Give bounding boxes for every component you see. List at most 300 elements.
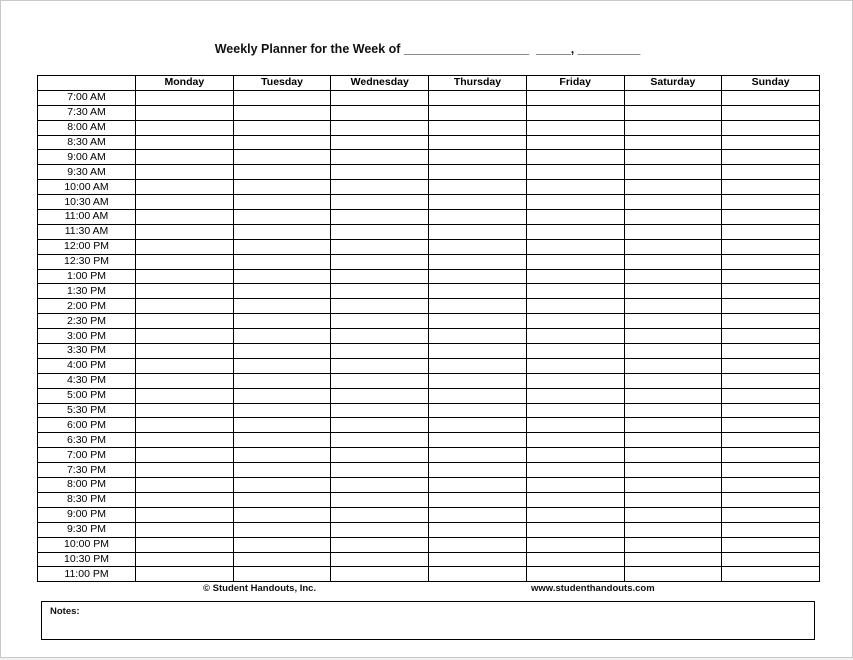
slot-cell-tuesday[interactable] [233, 522, 331, 537]
slot-cell-tuesday[interactable] [233, 195, 331, 210]
slot-cell-wednesday[interactable] [331, 552, 429, 567]
table-row [38, 299, 820, 314]
slot-cell-monday[interactable] [136, 344, 234, 359]
slot-cell-wednesday[interactable] [331, 239, 429, 254]
slot-cell-monday[interactable] [136, 567, 234, 582]
slot-cell-saturday[interactable] [624, 105, 722, 120]
table-row [38, 90, 820, 105]
notes-label: Notes: [50, 606, 80, 617]
slot-cell-tuesday[interactable] [233, 463, 331, 478]
day-header-monday: Monday [136, 76, 234, 91]
slot-cell-monday[interactable] [136, 150, 234, 165]
table-row [38, 358, 820, 373]
slot-cell-tuesday[interactable] [233, 478, 331, 493]
slot-cell-sunday[interactable] [722, 135, 820, 150]
slot-cell-tuesday[interactable] [233, 269, 331, 284]
slot-cell-monday[interactable] [136, 448, 234, 463]
slot-cell-tuesday[interactable] [233, 120, 331, 135]
slot-cell-friday[interactable] [526, 210, 624, 225]
time-label: 9:00 AM [38, 150, 136, 165]
slot-cell-wednesday[interactable] [331, 180, 429, 195]
time-label: 12:30 PM [38, 254, 136, 269]
slot-cell-tuesday[interactable] [233, 314, 331, 329]
slot-cell-sunday[interactable] [722, 120, 820, 135]
slot-cell-tuesday[interactable] [233, 507, 331, 522]
slot-cell-monday[interactable] [136, 418, 234, 433]
slot-cell-friday[interactable] [526, 567, 624, 582]
slot-cell-tuesday[interactable] [233, 537, 331, 552]
slot-cell-friday[interactable] [526, 433, 624, 448]
slot-cell-sunday[interactable] [722, 314, 820, 329]
slot-cell-thursday[interactable] [429, 463, 527, 478]
slot-cell-monday[interactable] [136, 180, 234, 195]
slot-cell-saturday[interactable] [624, 507, 722, 522]
slot-cell-tuesday[interactable] [233, 329, 331, 344]
slot-cell-wednesday[interactable] [331, 120, 429, 135]
slot-cell-monday[interactable] [136, 269, 234, 284]
slot-cell-thursday[interactable] [429, 492, 527, 507]
slot-cell-monday[interactable] [136, 90, 234, 105]
table-row [38, 463, 820, 478]
time-label: 12:00 PM [38, 239, 136, 254]
slot-cell-sunday[interactable] [722, 150, 820, 165]
slot-cell-wednesday[interactable] [331, 195, 429, 210]
slot-cell-monday[interactable] [136, 224, 234, 239]
slot-cell-sunday[interactable] [722, 299, 820, 314]
slot-cell-wednesday[interactable] [331, 463, 429, 478]
time-label: 9:30 PM [38, 522, 136, 537]
slot-cell-saturday[interactable] [624, 418, 722, 433]
day-header-friday: Friday [526, 76, 624, 91]
time-label: 1:30 PM [38, 284, 136, 299]
slot-cell-sunday[interactable] [722, 388, 820, 403]
slot-cell-thursday[interactable] [429, 254, 527, 269]
time-label: 9:30 AM [38, 165, 136, 180]
slot-cell-saturday[interactable] [624, 135, 722, 150]
slot-cell-saturday[interactable] [624, 388, 722, 403]
slot-cell-monday[interactable] [136, 358, 234, 373]
slot-cell-wednesday[interactable] [331, 492, 429, 507]
time-label: 2:30 PM [38, 314, 136, 329]
day-header-saturday: Saturday [624, 76, 722, 91]
slot-cell-friday[interactable] [526, 239, 624, 254]
slot-cell-saturday[interactable] [624, 224, 722, 239]
slot-cell-saturday[interactable] [624, 567, 722, 582]
table-row [38, 344, 820, 359]
slot-cell-wednesday[interactable] [331, 522, 429, 537]
slot-cell-friday[interactable] [526, 418, 624, 433]
slot-cell-monday[interactable] [136, 433, 234, 448]
day-header-wednesday: Wednesday [331, 76, 429, 91]
slot-cell-sunday[interactable] [722, 418, 820, 433]
time-label: 9:00 PM [38, 507, 136, 522]
slot-cell-friday[interactable] [526, 358, 624, 373]
slot-cell-saturday[interactable] [624, 329, 722, 344]
table-row [38, 239, 820, 254]
slot-cell-tuesday[interactable] [233, 165, 331, 180]
slot-cell-saturday[interactable] [624, 478, 722, 493]
slot-cell-thursday[interactable] [429, 239, 527, 254]
slot-cell-monday[interactable] [136, 463, 234, 478]
table-row [38, 478, 820, 493]
table-row [38, 403, 820, 418]
slot-cell-tuesday[interactable] [233, 224, 331, 239]
slot-cell-wednesday[interactable] [331, 329, 429, 344]
slot-cell-saturday[interactable] [624, 210, 722, 225]
slot-cell-sunday[interactable] [722, 522, 820, 537]
slot-cell-friday[interactable] [526, 120, 624, 135]
slot-cell-monday[interactable] [136, 165, 234, 180]
slot-cell-saturday[interactable] [624, 284, 722, 299]
slot-cell-friday[interactable] [526, 269, 624, 284]
slot-cell-tuesday[interactable] [233, 254, 331, 269]
slot-cell-sunday[interactable] [722, 463, 820, 478]
slot-cell-friday[interactable] [526, 180, 624, 195]
slot-cell-sunday[interactable] [722, 210, 820, 225]
slot-cell-wednesday[interactable] [331, 105, 429, 120]
slot-cell-friday[interactable] [526, 105, 624, 120]
table-header-row [38, 76, 820, 91]
table-row [38, 552, 820, 567]
slot-cell-monday[interactable] [136, 522, 234, 537]
slot-cell-thursday[interactable] [429, 522, 527, 537]
slot-cell-sunday[interactable] [722, 254, 820, 269]
slot-cell-monday[interactable] [136, 135, 234, 150]
time-label: 7:30 AM [38, 105, 136, 120]
slot-cell-wednesday[interactable] [331, 433, 429, 448]
slot-cell-saturday[interactable] [624, 344, 722, 359]
time-label: 10:00 AM [38, 180, 136, 195]
slot-cell-monday[interactable] [136, 329, 234, 344]
slot-cell-tuesday[interactable] [233, 180, 331, 195]
slot-cell-thursday[interactable] [429, 507, 527, 522]
table-row [38, 210, 820, 225]
slot-cell-tuesday[interactable] [233, 90, 331, 105]
slot-cell-tuesday[interactable] [233, 448, 331, 463]
slot-cell-thursday[interactable] [429, 567, 527, 582]
slot-cell-sunday[interactable] [722, 403, 820, 418]
table-row [38, 373, 820, 388]
slot-cell-friday[interactable] [526, 522, 624, 537]
slot-cell-tuesday[interactable] [233, 552, 331, 567]
slot-cell-tuesday[interactable] [233, 433, 331, 448]
slot-cell-monday[interactable] [136, 299, 234, 314]
slot-cell-monday[interactable] [136, 239, 234, 254]
slot-cell-saturday[interactable] [624, 254, 722, 269]
slot-cell-sunday[interactable] [722, 269, 820, 284]
slot-cell-friday[interactable] [526, 90, 624, 105]
slot-cell-saturday[interactable] [624, 358, 722, 373]
day-header-tuesday: Tuesday [233, 76, 331, 91]
slot-cell-tuesday[interactable] [233, 344, 331, 359]
slot-cell-wednesday[interactable] [331, 507, 429, 522]
slot-cell-thursday[interactable] [429, 90, 527, 105]
slot-cell-monday[interactable] [136, 254, 234, 269]
slot-cell-wednesday[interactable] [331, 373, 429, 388]
slot-cell-friday[interactable] [526, 507, 624, 522]
slot-cell-sunday[interactable] [722, 239, 820, 254]
slot-cell-thursday[interactable] [429, 344, 527, 359]
table-row [38, 329, 820, 344]
slot-cell-saturday[interactable] [624, 90, 722, 105]
slot-cell-thursday[interactable] [429, 373, 527, 388]
slot-cell-wednesday[interactable] [331, 254, 429, 269]
slot-cell-thursday[interactable] [429, 269, 527, 284]
website-link[interactable]: www.studenthandouts.com [531, 583, 655, 594]
slot-cell-saturday[interactable] [624, 269, 722, 284]
slot-cell-saturday[interactable] [624, 195, 722, 210]
time-label: 11:00 PM [38, 567, 136, 582]
slot-cell-friday[interactable] [526, 537, 624, 552]
slot-cell-wednesday[interactable] [331, 344, 429, 359]
slot-cell-sunday[interactable] [722, 373, 820, 388]
table-row [38, 269, 820, 284]
slot-cell-friday[interactable] [526, 552, 624, 567]
slot-cell-saturday[interactable] [624, 492, 722, 507]
time-label: 4:30 PM [38, 373, 136, 388]
table-row [38, 433, 820, 448]
slot-cell-thursday[interactable] [429, 284, 527, 299]
slot-cell-sunday[interactable] [722, 105, 820, 120]
slot-cell-tuesday[interactable] [233, 358, 331, 373]
table-row [38, 165, 820, 180]
time-label: 11:30 AM [38, 224, 136, 239]
slot-cell-thursday[interactable] [429, 433, 527, 448]
slot-cell-sunday[interactable] [722, 448, 820, 463]
slot-cell-wednesday[interactable] [331, 90, 429, 105]
weekly-planner-table [37, 75, 820, 582]
slot-cell-wednesday[interactable] [331, 150, 429, 165]
slot-cell-saturday[interactable] [624, 150, 722, 165]
slot-cell-monday[interactable] [136, 210, 234, 225]
slot-cell-sunday[interactable] [722, 433, 820, 448]
slot-cell-monday[interactable] [136, 284, 234, 299]
page-title: Weekly Planner for the Week of __________________ _____, _________ [214, 42, 641, 56]
slot-cell-sunday[interactable] [722, 552, 820, 567]
slot-cell-tuesday[interactable] [233, 403, 331, 418]
slot-cell-wednesday[interactable] [331, 537, 429, 552]
slot-cell-friday[interactable] [526, 165, 624, 180]
table-body [38, 90, 820, 581]
slot-cell-tuesday[interactable] [233, 135, 331, 150]
slot-cell-monday[interactable] [136, 507, 234, 522]
slot-cell-tuesday[interactable] [233, 567, 331, 582]
slot-cell-wednesday[interactable] [331, 224, 429, 239]
slot-cell-thursday[interactable] [429, 299, 527, 314]
slot-cell-friday[interactable] [526, 388, 624, 403]
slot-cell-thursday[interactable] [429, 329, 527, 344]
slot-cell-saturday[interactable] [624, 165, 722, 180]
slot-cell-sunday[interactable] [722, 90, 820, 105]
time-label: 10:00 PM [38, 537, 136, 552]
slot-cell-saturday[interactable] [624, 314, 722, 329]
slot-cell-thursday[interactable] [429, 358, 527, 373]
time-label: 6:00 PM [38, 418, 136, 433]
slot-cell-sunday[interactable] [722, 195, 820, 210]
slot-cell-friday[interactable] [526, 299, 624, 314]
time-label: 8:00 AM [38, 120, 136, 135]
slot-cell-monday[interactable] [136, 373, 234, 388]
table-row [38, 120, 820, 135]
slot-cell-saturday[interactable] [624, 403, 722, 418]
slot-cell-tuesday[interactable] [233, 105, 331, 120]
slot-cell-friday[interactable] [526, 314, 624, 329]
slot-cell-tuesday[interactable] [233, 239, 331, 254]
slot-cell-sunday[interactable] [722, 329, 820, 344]
slot-cell-thursday[interactable] [429, 478, 527, 493]
slot-cell-wednesday[interactable] [331, 388, 429, 403]
table-row [38, 314, 820, 329]
slot-cell-friday[interactable] [526, 403, 624, 418]
notes-box[interactable] [41, 601, 815, 640]
slot-cell-friday[interactable] [526, 284, 624, 299]
slot-cell-tuesday[interactable] [233, 492, 331, 507]
slot-cell-sunday[interactable] [722, 284, 820, 299]
slot-cell-monday[interactable] [136, 478, 234, 493]
table-row [38, 388, 820, 403]
slot-cell-friday[interactable] [526, 448, 624, 463]
day-header-sunday: Sunday [722, 76, 820, 91]
slot-cell-friday[interactable] [526, 224, 624, 239]
slot-cell-wednesday[interactable] [331, 314, 429, 329]
slot-cell-monday[interactable] [136, 120, 234, 135]
slot-cell-saturday[interactable] [624, 299, 722, 314]
slot-cell-thursday[interactable] [429, 195, 527, 210]
slot-cell-wednesday[interactable] [331, 135, 429, 150]
table-row [38, 492, 820, 507]
slot-cell-saturday[interactable] [624, 522, 722, 537]
slot-cell-wednesday[interactable] [331, 210, 429, 225]
slot-cell-thursday[interactable] [429, 224, 527, 239]
slot-cell-sunday[interactable] [722, 492, 820, 507]
time-label: 7:00 PM [38, 448, 136, 463]
slot-cell-wednesday[interactable] [331, 299, 429, 314]
slot-cell-monday[interactable] [136, 492, 234, 507]
slot-cell-friday[interactable] [526, 344, 624, 359]
slot-cell-saturday[interactable] [624, 552, 722, 567]
table-row [38, 418, 820, 433]
slot-cell-monday[interactable] [136, 403, 234, 418]
slot-cell-thursday[interactable] [429, 180, 527, 195]
time-label: 4:00 PM [38, 358, 136, 373]
time-label: 6:30 PM [38, 433, 136, 448]
slot-cell-wednesday[interactable] [331, 284, 429, 299]
slot-cell-sunday[interactable] [722, 537, 820, 552]
slot-cell-sunday[interactable] [722, 507, 820, 522]
slot-cell-saturday[interactable] [624, 180, 722, 195]
slot-cell-friday[interactable] [526, 135, 624, 150]
slot-cell-sunday[interactable] [722, 478, 820, 493]
slot-cell-monday[interactable] [136, 537, 234, 552]
slot-cell-thursday[interactable] [429, 150, 527, 165]
time-label: 8:30 AM [38, 135, 136, 150]
slot-cell-wednesday[interactable] [331, 478, 429, 493]
time-label: 5:30 PM [38, 403, 136, 418]
slot-cell-thursday[interactable] [429, 210, 527, 225]
slot-cell-saturday[interactable] [624, 433, 722, 448]
time-label: 5:00 PM [38, 388, 136, 403]
table-row [38, 105, 820, 120]
slot-cell-friday[interactable] [526, 463, 624, 478]
table-row [38, 537, 820, 552]
slot-cell-friday[interactable] [526, 195, 624, 210]
slot-cell-monday[interactable] [136, 195, 234, 210]
slot-cell-friday[interactable] [526, 478, 624, 493]
slot-cell-wednesday[interactable] [331, 165, 429, 180]
slot-cell-thursday[interactable] [429, 552, 527, 567]
slot-cell-sunday[interactable] [722, 224, 820, 239]
slot-cell-saturday[interactable] [624, 373, 722, 388]
slot-cell-tuesday[interactable] [233, 373, 331, 388]
table-row [38, 135, 820, 150]
time-label: 8:00 PM [38, 478, 136, 493]
slot-cell-thursday[interactable] [429, 105, 527, 120]
slot-cell-sunday[interactable] [722, 165, 820, 180]
slot-cell-friday[interactable] [526, 329, 624, 344]
slot-cell-tuesday[interactable] [233, 284, 331, 299]
slot-cell-monday[interactable] [136, 552, 234, 567]
slot-cell-thursday[interactable] [429, 135, 527, 150]
slot-cell-wednesday[interactable] [331, 403, 429, 418]
corner-cell [38, 76, 136, 91]
slot-cell-thursday[interactable] [429, 448, 527, 463]
slot-cell-monday[interactable] [136, 388, 234, 403]
time-label: 3:30 PM [38, 344, 136, 359]
time-label: 10:30 AM [38, 195, 136, 210]
slot-cell-tuesday[interactable] [233, 388, 331, 403]
slot-cell-wednesday[interactable] [331, 448, 429, 463]
slot-cell-monday[interactable] [136, 314, 234, 329]
slot-cell-saturday[interactable] [624, 463, 722, 478]
slot-cell-thursday[interactable] [429, 403, 527, 418]
slot-cell-sunday[interactable] [722, 567, 820, 582]
slot-cell-friday[interactable] [526, 373, 624, 388]
time-label: 2:00 PM [38, 299, 136, 314]
slot-cell-thursday[interactable] [429, 537, 527, 552]
table-row [38, 522, 820, 537]
slot-cell-thursday[interactable] [429, 165, 527, 180]
day-header-thursday: Thursday [429, 76, 527, 91]
table-row [38, 195, 820, 210]
slot-cell-friday[interactable] [526, 150, 624, 165]
slot-cell-tuesday[interactable] [233, 299, 331, 314]
slot-cell-thursday[interactable] [429, 388, 527, 403]
slot-cell-friday[interactable] [526, 492, 624, 507]
copyright-text: © Student Handouts, Inc. [203, 583, 317, 594]
slot-cell-wednesday[interactable] [331, 567, 429, 582]
slot-cell-thursday[interactable] [429, 314, 527, 329]
slot-cell-saturday[interactable] [624, 120, 722, 135]
slot-cell-wednesday[interactable] [331, 269, 429, 284]
slot-cell-wednesday[interactable] [331, 418, 429, 433]
slot-cell-tuesday[interactable] [233, 150, 331, 165]
time-label: 7:00 AM [38, 90, 136, 105]
slot-cell-saturday[interactable] [624, 448, 722, 463]
slot-cell-sunday[interactable] [722, 180, 820, 195]
slot-cell-tuesday[interactable] [233, 418, 331, 433]
slot-cell-sunday[interactable] [722, 344, 820, 359]
time-label: 1:00 PM [38, 269, 136, 284]
slot-cell-saturday[interactable] [624, 239, 722, 254]
slot-cell-friday[interactable] [526, 254, 624, 269]
slot-cell-sunday[interactable] [722, 358, 820, 373]
slot-cell-wednesday[interactable] [331, 358, 429, 373]
slot-cell-tuesday[interactable] [233, 210, 331, 225]
slot-cell-saturday[interactable] [624, 537, 722, 552]
slot-cell-thursday[interactable] [429, 120, 527, 135]
slot-cell-monday[interactable] [136, 105, 234, 120]
slot-cell-thursday[interactable] [429, 418, 527, 433]
